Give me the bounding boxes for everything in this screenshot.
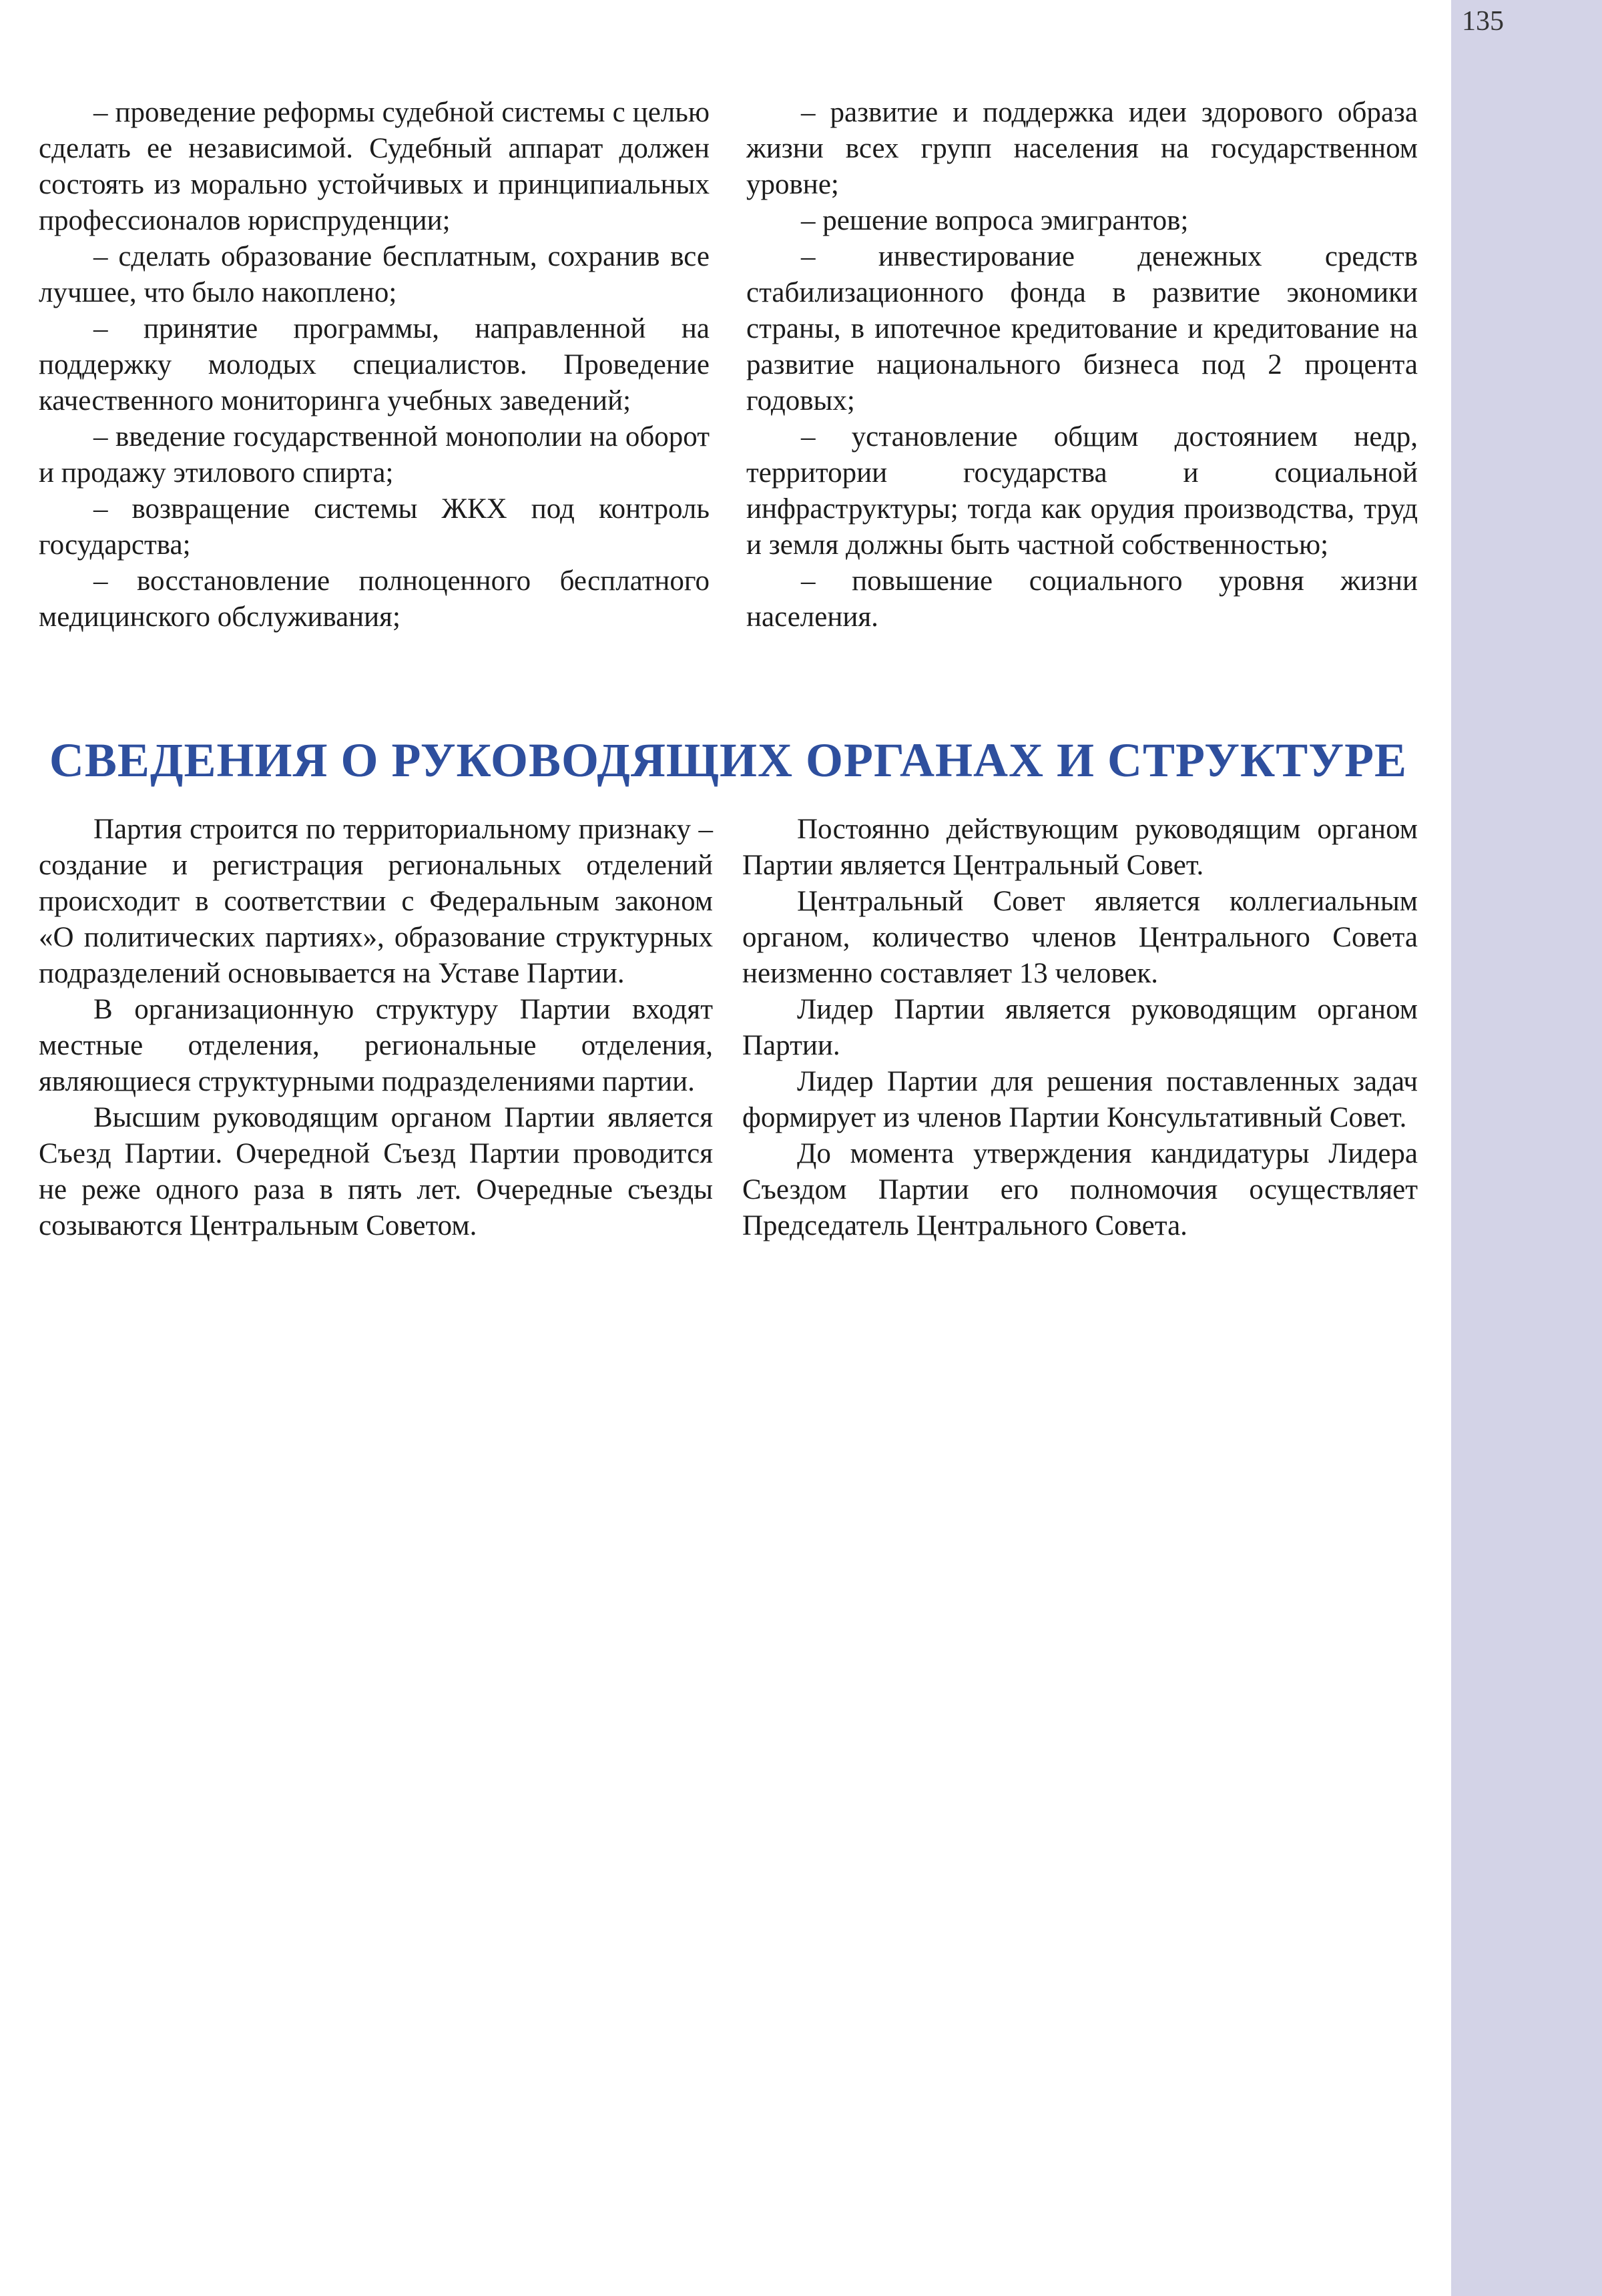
section-heading: СВЕДЕНИЯ О РУКОВОДЯЩИХ ОРГАНАХ И СТРУКТУРЕ [49, 734, 1408, 787]
paragraph: – возвращение системы ЖКХ под контроль государства; [39, 493, 710, 561]
paragraph: – сделать образование бесплатным, сохранив все лучшее, что было накоплено; [39, 241, 710, 308]
paragraph: Постоянно действующим руководящим органом Партии является Центральный Совет. [742, 814, 1418, 881]
side-band [1451, 0, 1602, 2296]
paragraph: – введение государственной монополии на оборот и продажу этилового спирта; [39, 421, 710, 489]
bottom-left-column [39, 812, 713, 1244]
paragraph: – проведение реформы судебной системы с целью сделать ее независимой. Судебный аппарат должен состоять из морально устойчивых и принципиальных профессионалов юриспруденции; [39, 97, 710, 236]
paragraph: – развитие и поддержка идеи здорового образа жизни всех групп населения на государственном уровне; [746, 97, 1418, 200]
paragraph: – решение вопроса эмигрантов; [801, 205, 1189, 236]
paragraph: Центральный Совет является коллегиальным органом, количество членов Центрального Совета неизменно составляет 13 человек. [742, 886, 1418, 989]
paragraph: До момента утверждения кандидатуры Лидера Съездом Партии его полномочия осуществляет Председатель Центрального Совета. [742, 1138, 1418, 1241]
bottom-right-column [742, 812, 1418, 1244]
paragraph: В организационную структуру Партии входят местные отделения, региональные отделения, являющиеся структурными подразделениями партии. [39, 994, 713, 1097]
paragraph: – принятие программы, направленной на поддержку молодых специалистов. Проведение качественного мониторинга учебных заведений; [39, 313, 710, 416]
paragraph: Высшим руководящим органом Партии является Съезд Партии. Очередной Съезд Партии проводится не реже одного раза в пять лет. Очередные съезды созываются Центральным Советом. [39, 1102, 713, 1241]
paragraph: – установление общим достоянием недр, территории государства и социальной инфраструктуры; тогда как орудия производства, труд и земля должны быть частной собственностью; [746, 421, 1418, 561]
paragraph: – повышение социального уровня жизни населения. [746, 565, 1418, 633]
top-right-column [746, 95, 1418, 635]
paragraph: Лидер Партии для решения поставленных задач формирует из членов Партии Консультативный Совет. [742, 1066, 1418, 1133]
paragraph: Лидер Партии является руководящим органом Партии. [742, 994, 1418, 1061]
page-number: 135 [1462, 6, 1504, 37]
top-left-column [39, 95, 710, 635]
paragraph: – инвестирование денежных средств стабилизационного фонда в развитие экономики страны, в ипотечное кредитование и кредитование на развитие национального бизнеса под 2 процента годовых; [746, 241, 1418, 416]
paragraph: Партия строится по территориальному признаку – создание и регистрация региональных отделений происходит в соответствии с Федеральным законом «О политических партиях», образование структурных подразделений основывается на Уставе Партии. [39, 814, 713, 989]
paragraph: – восстановление полноценного бесплатного медицинского обслуживания; [39, 565, 710, 633]
